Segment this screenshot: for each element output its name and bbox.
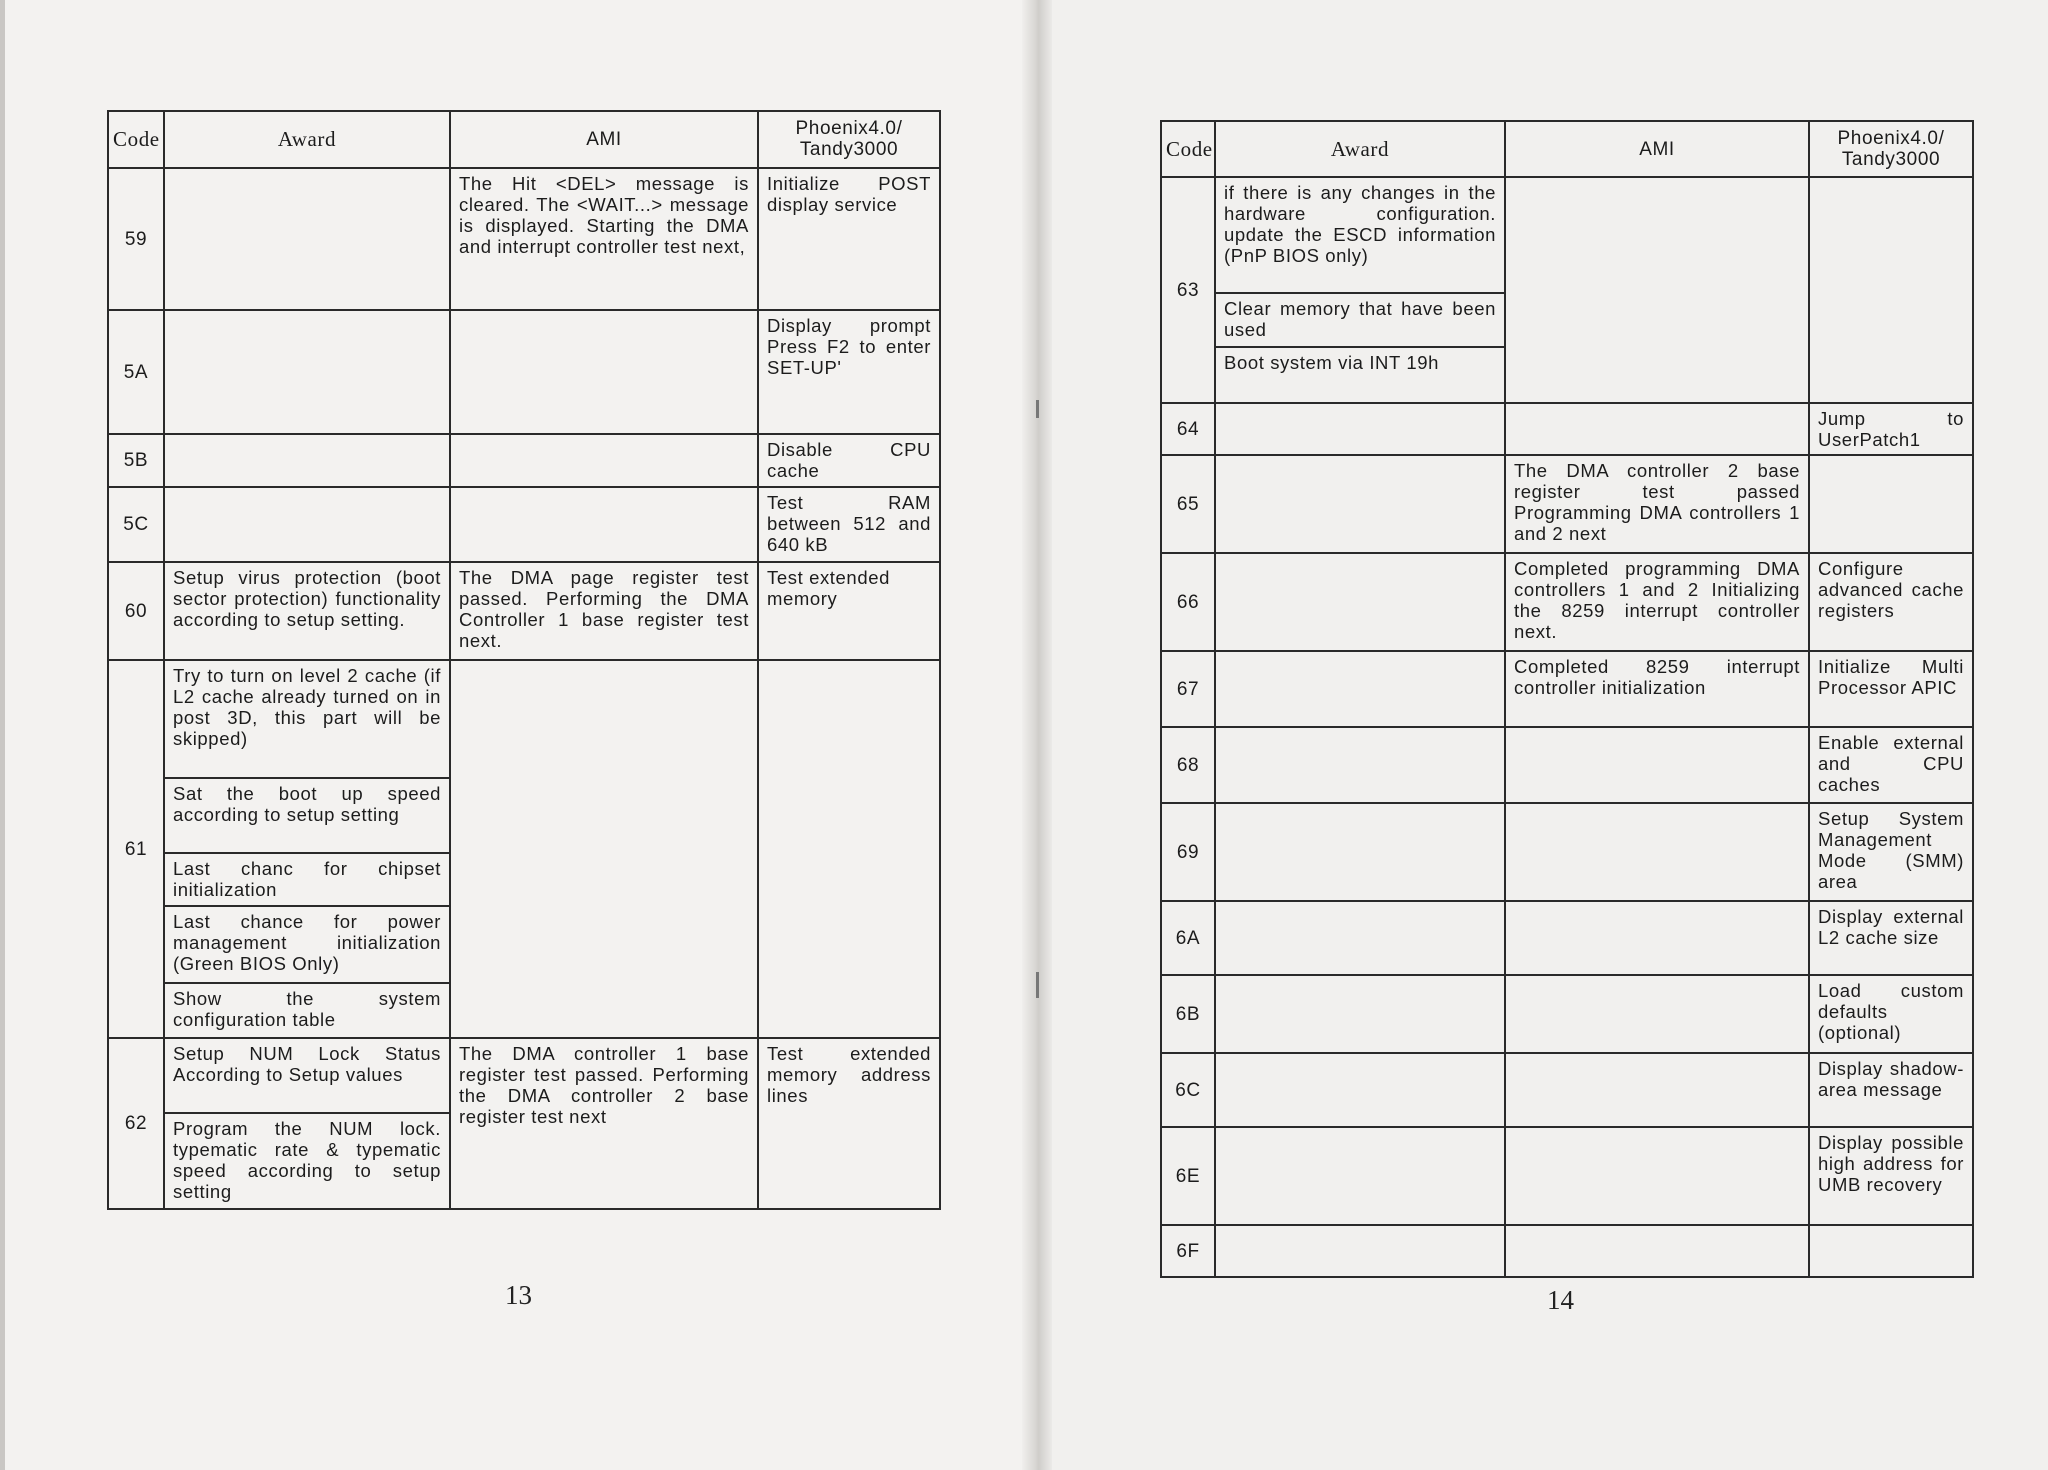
ami-cell [1505,975,1809,1053]
table-row [1161,1127,1973,1225]
phoenix-cell: Test extended memory address lines [758,1038,940,1209]
award-cell: Show the system configuration table [164,983,450,1038]
phoenix-cell: Display prompt Press F2 to enter SET-UP' [758,310,940,434]
award-cell [1215,1053,1505,1127]
ami-cell [1505,1127,1809,1225]
code-cell: 6A [1161,901,1215,975]
header-award: Award [1215,121,1505,177]
phoenix-cell [1809,177,1973,403]
phoenix-cell: Display shadow-area message [1809,1053,1973,1127]
award-cell [1215,553,1505,651]
code-cell: 60 [108,562,164,660]
award-cell [1215,901,1505,975]
table-row [1161,901,1973,975]
phoenix-cell: Configure advanced cache registers [1809,553,1973,651]
award-cell [1215,1127,1505,1225]
phoenix-cell: Jump to UserPatch1 [1809,403,1973,455]
code-cell: 59 [108,168,164,310]
award-cell [164,168,450,310]
ami-cell: Completed programming DMA controllers 1 and 2 Initializing the 8259 interrupt controller next. [1505,553,1809,651]
header-phoenix: Phoenix4.0/ Tandy3000 [758,111,940,168]
code-cell: 62 [108,1038,164,1209]
table-row [1161,803,1973,901]
table-row [1161,1053,1973,1127]
award-cell: Clear memory that have been used [1215,293,1505,347]
code-cell: 68 [1161,727,1215,803]
award-cell: Setup virus protection (boot sector protection) functionality according to setup setting. [164,562,450,660]
award-cell: Setup NUM Lock Status According to Setup values [164,1038,450,1113]
code-cell: 6F [1161,1225,1215,1277]
ami-cell [1505,1053,1809,1127]
award-cell [164,310,450,434]
ami-cell [1505,1225,1809,1277]
table-row [108,487,940,562]
book-gutter [1022,0,1052,1470]
ami-cell: The DMA page register test passed. Performing the DMA Controller 1 base register test next. [450,562,758,660]
ami-cell [1505,901,1809,975]
table-header-row [1161,121,1973,177]
phoenix-cell: Load custom defaults (optional) [1809,975,1973,1053]
award-cell [1215,1225,1505,1277]
phoenix-cell: Initialize Multi Processor APIC [1809,651,1973,727]
table-row [1161,1225,1973,1277]
phoenix-cell: Test extended memory [758,562,940,660]
ami-cell [450,310,758,434]
award-cell [164,434,450,487]
ami-cell [1505,727,1809,803]
ami-cell [1505,803,1809,901]
phoenix-cell: Display external L2 cache size [1809,901,1973,975]
code-cell: 69 [1161,803,1215,901]
award-cell [164,487,450,562]
award-cell [1215,403,1505,455]
code-cell: 6C [1161,1053,1215,1127]
code-cell: 64 [1161,403,1215,455]
code-cell: 5C [108,487,164,562]
table-row [108,434,940,487]
ami-cell: The DMA controller 1 base register test passed. Performing the DMA controller 2 base register test next [450,1038,758,1209]
table-row [1161,651,1973,727]
table-row [108,562,940,660]
post-code-table-page-13 [107,110,941,1210]
award-cell: Try to turn on level 2 cache (if L2 cache already turned on in post 3D, this part will be skipped) [164,660,450,778]
code-cell: 65 [1161,455,1215,553]
table-row [1161,553,1973,651]
code-cell: 67 [1161,651,1215,727]
phoenix-cell: Disable CPU cache [758,434,940,487]
award-cell [1215,455,1505,553]
ami-cell: The Hit <DEL> message is cleared. The <WAIT...> message is displayed. Starting the DMA and interrupt controller test next, [450,168,758,310]
ami-cell [450,434,758,487]
award-cell: Program the NUM lock. typematic rate & typematic speed according to setup setting [164,1113,450,1209]
award-cell: Sat the boot up speed according to setup setting [164,778,450,853]
table-header-row [108,111,940,168]
award-cell [1215,975,1505,1053]
phoenix-cell [758,660,940,1038]
phoenix-cell: Display possible high address for UMB recovery [1809,1127,1973,1225]
ami-cell: The DMA controller 2 base register test passed Programming DMA controllers 1 and 2 next [1505,455,1809,553]
header-ami: AMI [1505,121,1809,177]
award-cell: Last chanc for chipset initialization [164,853,450,906]
phoenix-cell [1809,1225,1973,1277]
phoenix-cell: Initialize POST display service [758,168,940,310]
table-row [108,660,940,778]
ami-cell [450,660,758,1038]
phoenix-cell: Setup System Management Mode (SMM) area [1809,803,1973,901]
header-phoenix: Phoenix4.0/ Tandy3000 [1809,121,1973,177]
table-row [1161,455,1973,553]
award-cell [1215,727,1505,803]
scan-mark [1036,400,1039,418]
page-number: 13 [505,1280,532,1310]
code-cell: 6E [1161,1127,1215,1225]
header-code: Code [1161,121,1215,177]
code-cell: 63 [1161,177,1215,403]
phoenix-cell: Enable external and CPU caches [1809,727,1973,803]
table-row [1161,177,1973,293]
table-row [108,1038,940,1113]
table-row [108,310,940,434]
phoenix-cell: Test RAM between 512 and 640 kB [758,487,940,562]
table-row [1161,727,1973,803]
header-code: Code [108,111,164,168]
table-row [1161,975,1973,1053]
code-cell: 5A [108,310,164,434]
table-row [1161,403,1973,455]
award-cell: if there is any changes in the hardware configuration. update the ESCD information (PnP BIOS only) [1215,177,1505,293]
page-edge [0,0,5,1470]
ami-cell: Completed 8259 interrupt controller initialization [1505,651,1809,727]
header-ami: AMI [450,111,758,168]
ami-cell [450,487,758,562]
code-cell: 5B [108,434,164,487]
award-cell: Last chance for power management initialization (Green BIOS Only) [164,906,450,983]
header-award: Award [164,111,450,168]
ami-cell [1505,177,1809,403]
code-cell: 66 [1161,553,1215,651]
scan-mark [1036,972,1039,998]
code-cell: 6B [1161,975,1215,1053]
post-code-table-page-14 [1160,120,1974,1278]
code-cell: 61 [108,660,164,1038]
ami-cell [1505,403,1809,455]
phoenix-cell [1809,455,1973,553]
page-number: 14 [1547,1285,1574,1315]
table-row [108,168,940,310]
award-cell [1215,803,1505,901]
award-cell: Boot system via INT 19h [1215,347,1505,403]
award-cell [1215,651,1505,727]
